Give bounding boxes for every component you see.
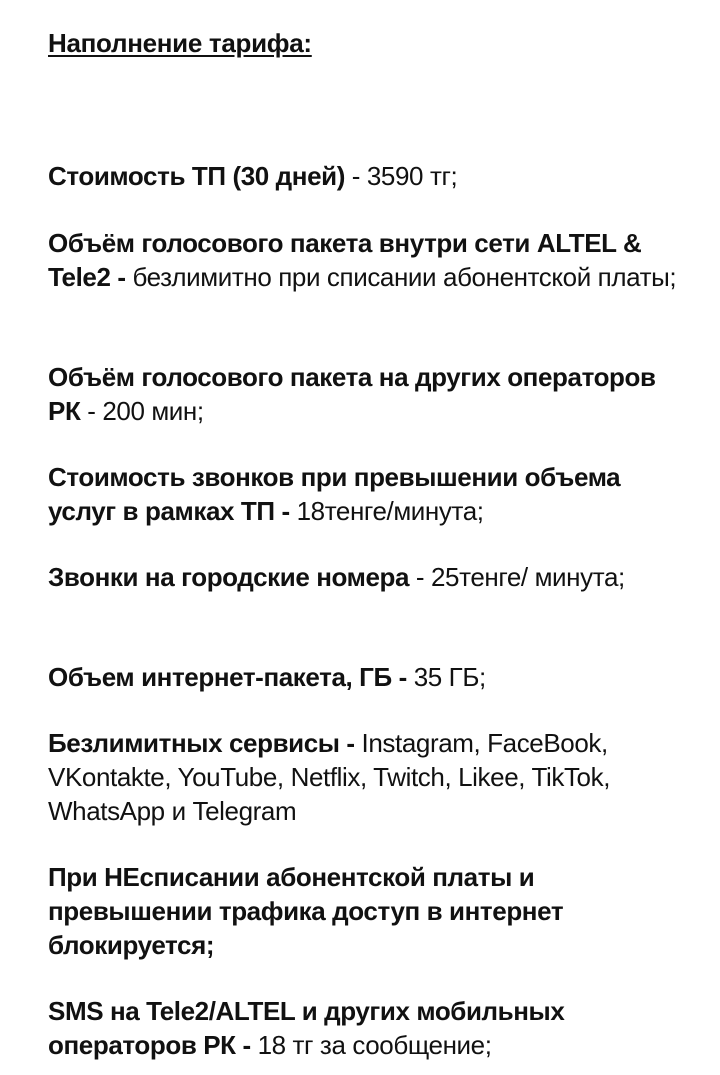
tariff-item-sms [48,994,688,1062]
item-label: Стоимость ТП (30 дней) [48,161,345,191]
tariff-item-overlimit-calls [48,460,688,528]
item-label: Объём голосового пакета внутри сети ALTEL & Tele2 - [48,228,642,292]
item-label: SMS на Tele2/ALTEL и других мобильных операторов РК - [48,996,565,1060]
tariff-item-landline-calls [48,560,688,594]
item-label: Безлимитных сервисы - [48,728,362,758]
item-separator: - [80,396,103,426]
item-value: 3590 тг; [366,161,458,191]
item-separator: - [344,161,367,191]
tariff-item-unlimited-services [48,726,688,828]
item-label: Звонки на городские номера [48,562,410,592]
tariff-item-voice-offnet [48,360,688,428]
tariff-heading: Наполнение тарифа: [48,28,312,58]
item-value: 200 мин; [102,396,204,426]
item-separator: - [409,562,431,592]
item-label: Объем интернет-пакета, ГБ - [48,662,414,692]
tariff-item-price [48,159,688,193]
item-value: 25тенге/ минута; [431,562,625,592]
item-value: Instagram, FaceBook, VKontakte, YouTube, Netflix, Twitch, Likee, TikTok, WhatsApp и Telegram [48,728,611,826]
item-value: 18тенге/минута; [296,496,484,526]
item-value: 18 тг за сообщение; [257,1030,492,1060]
item-label: При НЕсписании абонентской платы и превышении трафика доступ в интернет блокируется; [48,862,564,960]
tariff-item-block-notice [48,860,688,962]
item-value: 35 ГБ; [413,662,486,692]
tariff-item-internet [48,660,688,694]
item-value: безлимитно при списании абонентской платы; [132,262,677,292]
tariff-item-voice-onnet [48,226,688,294]
item-label: Объём голосового пакета на других операторов РК [48,362,656,426]
item-label: Стоимость звонков при превышении объема услуг в рамках ТП - [48,462,621,526]
